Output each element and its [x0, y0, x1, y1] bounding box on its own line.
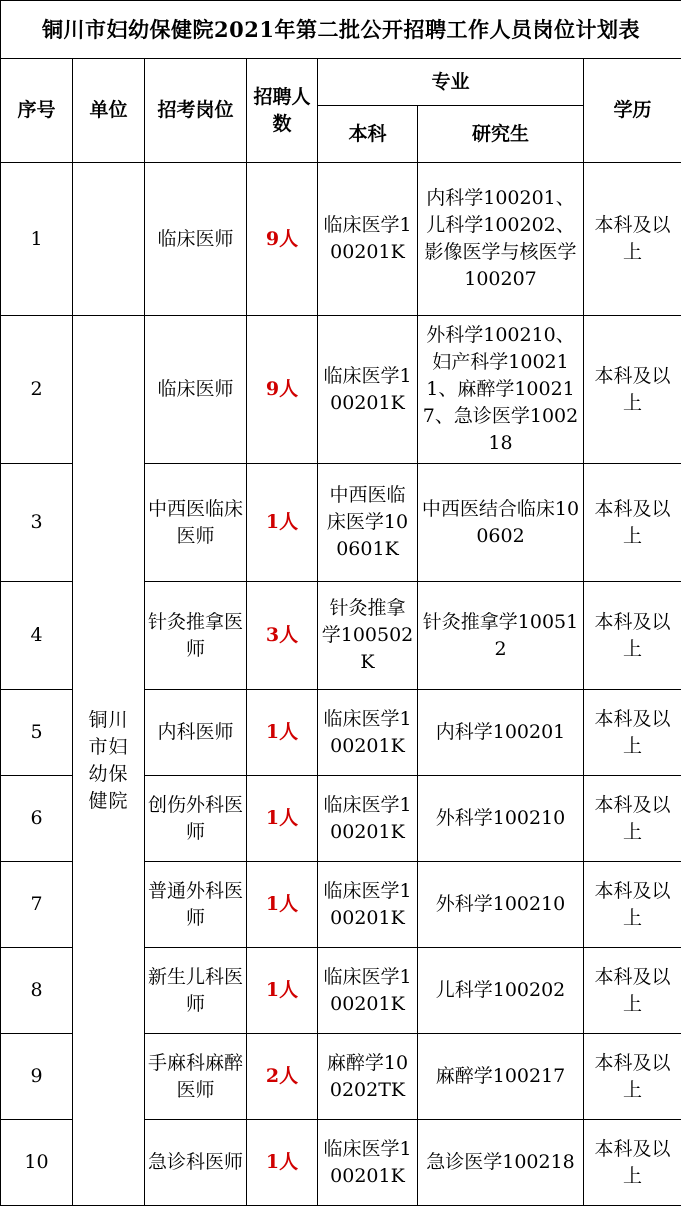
row-unit: 铜川市妇幼保健院: [73, 316, 145, 1206]
header-seq: 序号: [1, 59, 73, 163]
row-graduate: 外科学100210、妇产科学100211、麻醉学100217、急诊医学100218: [418, 316, 584, 464]
row-education: 本科及以上: [584, 776, 681, 862]
row-position: 创伤外科医师: [145, 776, 247, 862]
row-position: 急诊科医师: [145, 1120, 247, 1206]
row-graduate: 急诊医学100218: [418, 1120, 584, 1206]
row-position: 手麻科麻醉医师: [145, 1034, 247, 1120]
row-seq: 10: [1, 1120, 73, 1206]
row-education: 本科及以上: [584, 1034, 681, 1120]
title-row: [1, 1, 681, 59]
row-undergrad: 临床医学100201K: [318, 776, 418, 862]
row-undergrad: 麻醉学100202TK: [318, 1034, 418, 1120]
row-count: 3人: [247, 582, 318, 690]
row-graduate: 针灸推拿学100512: [418, 582, 584, 690]
row-seq: 9: [1, 1034, 73, 1120]
row-undergrad: 临床医学100201K: [318, 690, 418, 776]
row-seq: 1: [1, 163, 73, 316]
row-graduate: 外科学100210: [418, 776, 584, 862]
row-count: 1人: [247, 690, 318, 776]
row-undergrad: 临床医学100201K: [318, 163, 418, 316]
row-seq: 5: [1, 690, 73, 776]
row-undergrad: 临床医学100201K: [318, 316, 418, 464]
row-position: 临床医师: [145, 163, 247, 316]
row-graduate: 麻醉学100217: [418, 1034, 584, 1120]
header-education: 学历: [584, 59, 681, 163]
header-row-1: [1, 59, 681, 106]
row-education: 本科及以上: [584, 464, 681, 582]
row-unit-empty: [73, 163, 145, 316]
row-count: 1人: [247, 862, 318, 948]
row-education: 本科及以上: [584, 163, 681, 316]
header-undergrad: 本科: [318, 106, 418, 163]
table-row: [1, 163, 681, 316]
row-position: 针灸推拿医师: [145, 582, 247, 690]
header-position: 招考岗位: [145, 59, 247, 163]
header-major: 专业: [318, 59, 584, 106]
row-education: 本科及以上: [584, 948, 681, 1034]
row-seq: 8: [1, 948, 73, 1034]
row-graduate: 儿科学100202: [418, 948, 584, 1034]
row-seq: 3: [1, 464, 73, 582]
row-graduate: 内科学100201、儿科学100202、影像医学与核医学100207: [418, 163, 584, 316]
row-undergrad: 中西医临床医学100601K: [318, 464, 418, 582]
row-seq: 6: [1, 776, 73, 862]
row-undergrad: 临床医学100201K: [318, 948, 418, 1034]
table-row: [1, 316, 681, 464]
row-education: 本科及以上: [584, 582, 681, 690]
row-count: 1人: [247, 948, 318, 1034]
row-count: 1人: [247, 464, 318, 582]
row-count: 9人: [247, 163, 318, 316]
row-undergrad: 针灸推拿学100502K: [318, 582, 418, 690]
row-seq: 2: [1, 316, 73, 464]
row-count: 1人: [247, 1120, 318, 1206]
row-seq: 4: [1, 582, 73, 690]
row-position: 中西医临床医师: [145, 464, 247, 582]
row-graduate: 外科学100210: [418, 862, 584, 948]
row-position: 内科医师: [145, 690, 247, 776]
row-undergrad: 临床医学100201K: [318, 862, 418, 948]
header-unit: 单位: [73, 59, 145, 163]
row-education: 本科及以上: [584, 690, 681, 776]
header-graduate: 研究生: [418, 106, 584, 163]
row-seq: 7: [1, 862, 73, 948]
row-education: 本科及以上: [584, 1120, 681, 1206]
row-education: 本科及以上: [584, 316, 681, 464]
row-graduate: 内科学100201: [418, 690, 584, 776]
row-education: 本科及以上: [584, 862, 681, 948]
row-position: 新生儿科医师: [145, 948, 247, 1034]
row-count: 1人: [247, 776, 318, 862]
row-count: 9人: [247, 316, 318, 464]
row-count: 2人: [247, 1034, 318, 1120]
row-graduate: 中西医结合临床100602: [418, 464, 584, 582]
row-undergrad: 临床医学100201K: [318, 1120, 418, 1206]
row-position: 临床医师: [145, 316, 247, 464]
header-count: 招聘人数: [247, 59, 318, 163]
row-position: 普通外科医师: [145, 862, 247, 948]
table-title: 铜川市妇幼保健院2021年第二批公开招聘工作人员岗位计划表: [1, 1, 681, 59]
